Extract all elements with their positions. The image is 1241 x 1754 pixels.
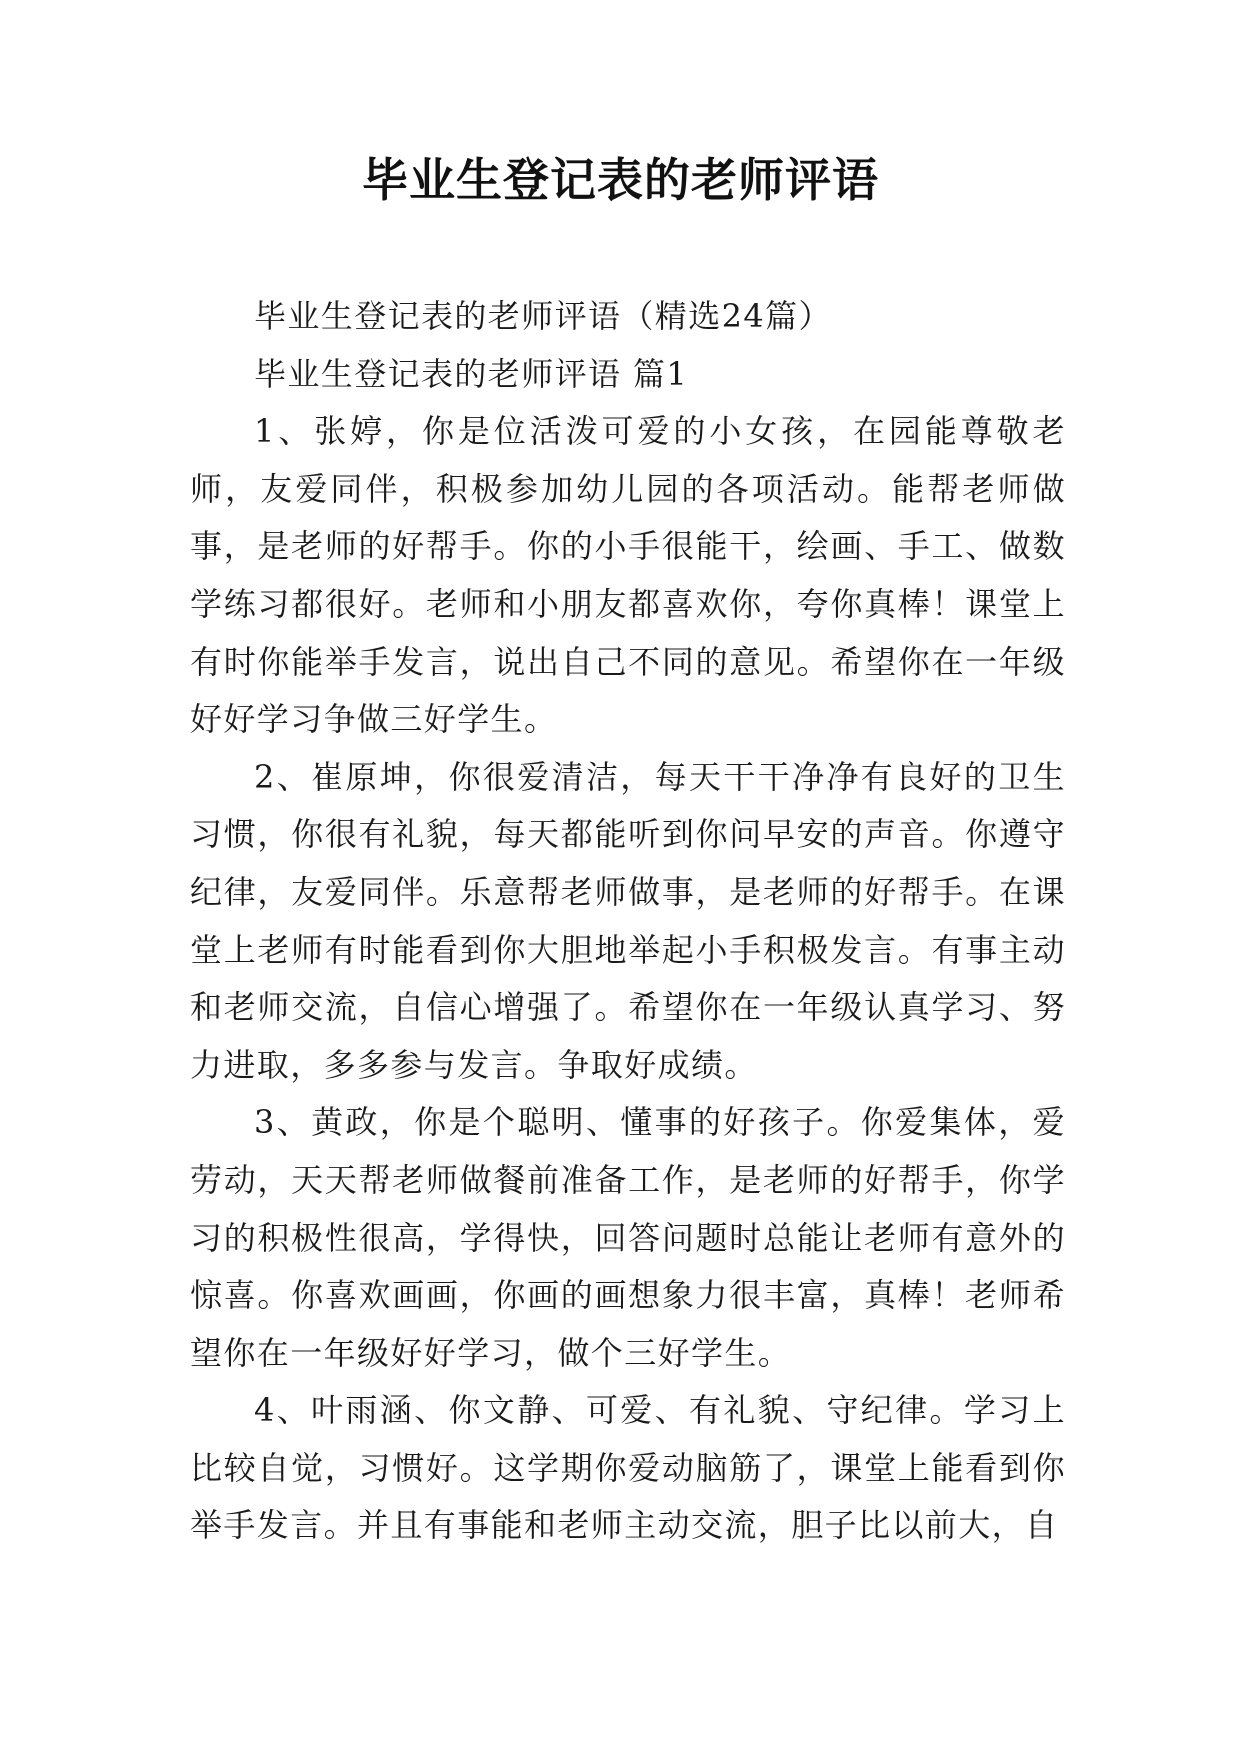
document-subtitle: 毕业生登记表的老师评语（精选24篇）: [254, 297, 832, 335]
section-heading: 毕业生登记表的老师评语 篇1: [254, 354, 689, 393]
paragraph-2: 2、崔原坤，你很爱清洁，每天干干净净有良好的卫生习惯，你很有礼貌，每天都能听到你问早安的声音。你遵守纪律，友爱同伴。乐意帮老师做事，是老师的好帮手。在课堂上老师有时能看到你大胆地举起小手积极发言。有事主动和老师交流，自信心增强了。希望你在一年级认真学习、努力进取，多多参与发言。争取好成绩。: [190, 757, 1066, 1084]
paragraph-1: 1、张婷，你是位活泼可爱的小女孩，在园能尊敬老师，友爱同伴，积极参加幼儿园的各项活动。能帮老师做事，是老师的好帮手。你的小手很能干，绘画、手工、做数学练习都很好。老师和小朋友都喜欢你，夸你真棒！课堂上有时你能举手发言，说出自己不同的意见。希望你在一年级好好学习争做三好学生。: [190, 412, 1066, 739]
document-title: 毕业生登记表的老师评语: [362, 153, 879, 207]
paragraph-3: 3、黄政，你是个聪明、懂事的好孩子。你爱集体，爱劳动，天天帮老师做餐前准备工作，是老师的好帮手，你学习的积极性很高，学得快，回答问题时总能让老师有意外的惊喜。你喜欢画画，你画的画想象力很丰富，真棒！老师希望你在一年级好好学习，做个三好学生。: [190, 1103, 1066, 1372]
paragraph-4: 4、叶雨涵、你文静、可爱、有礼貌、守纪律。学习上比较自觉，习惯好。这学期你爱动脑筋了，课堂上能看到你举手发言。并且有事能和老师主动交流，胆子比以前大，自: [190, 1391, 1066, 1545]
document-body: [190, 288, 1066, 1555]
